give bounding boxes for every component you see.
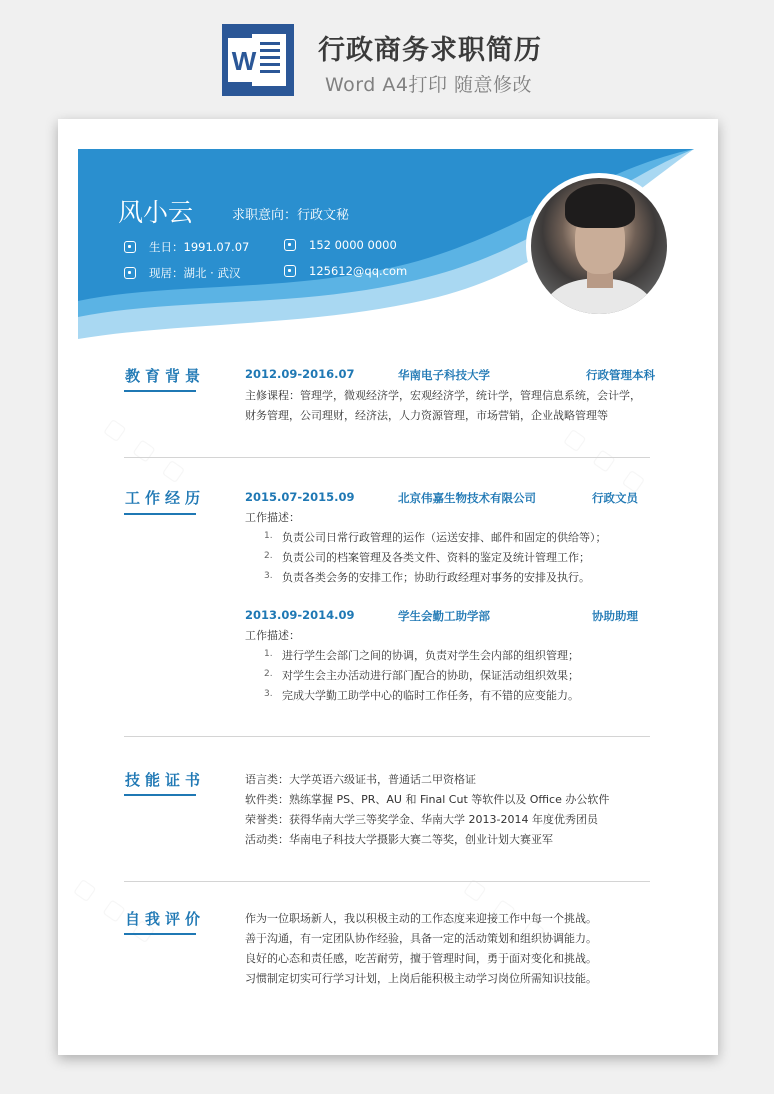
job-role: 协助助理 xyxy=(592,609,638,623)
self-eval-line: 习惯制定切实可行学习计划，上岗后能积极主动学习岗位所需知识技能。 xyxy=(245,972,597,985)
divider xyxy=(124,736,650,737)
section-title-skills: 技能证书 xyxy=(125,771,206,789)
location-info xyxy=(124,265,240,281)
list-number: 2. xyxy=(264,551,273,561)
phone-info xyxy=(284,238,397,252)
list-number: 2. xyxy=(264,669,273,679)
divider xyxy=(124,881,650,882)
self-eval-line: 良好的心态和责任感，吃苦耐劳，擅于管理时间，勇于面对变化和挑战。 xyxy=(245,952,597,965)
location-pin-icon xyxy=(124,267,136,279)
job-role: 行政文员 xyxy=(592,491,638,505)
skill-line: 荣誉类：获得华南大学三等奖学金、华南大学 2013-2014 年度优秀团员 xyxy=(245,813,598,826)
section-underline xyxy=(124,513,196,515)
self-eval-line: 作为一位职场新人，我以积极主动的工作态度来迎接工作中每一个挑战。 xyxy=(245,912,597,925)
list-item: 负责公司日常行政管理的运作（运送安排、邮件和固定的供给等）； xyxy=(282,531,607,544)
birthday-info xyxy=(124,239,249,255)
word-icon xyxy=(222,24,294,96)
section-underline xyxy=(124,794,196,796)
skill-line: 活动类：华南电子科技大学摄影大赛二等奖，创业计划大赛亚军 xyxy=(245,833,553,846)
document-subtitle: Word A4打印 随意修改 xyxy=(325,74,533,96)
job-company: 北京伟嘉生物技术有限公司 xyxy=(398,491,536,505)
phone-icon xyxy=(284,239,296,251)
job-intent: 求职意向：行政文秘 xyxy=(232,208,350,223)
job-period: 2015.07-2015.09 xyxy=(245,490,355,504)
candidate-name: 风小云 xyxy=(118,198,194,227)
education-courses-line: 主修课程：管理学，微观经济学，宏观经济学，统计学，管理信息系统，会计学， xyxy=(245,389,641,402)
calendar-icon xyxy=(124,241,136,253)
education-period: 2012.09-2016.07 xyxy=(245,367,355,381)
birthday-text: 生日：1991.07.07 xyxy=(149,240,250,254)
section-underline xyxy=(124,390,196,392)
list-number: 1. xyxy=(264,531,273,541)
job-period: 2013.09-2014.09 xyxy=(245,608,355,622)
list-number: 3. xyxy=(264,571,273,581)
resume-page xyxy=(58,119,718,1055)
list-number: 3. xyxy=(264,689,273,699)
education-courses-line: 财务管理，公司理财，经济法，人力资源管理，市场营销，企业战略管理等 xyxy=(245,409,608,422)
section-title-self-eval: 自我评价 xyxy=(125,910,206,928)
section-title-education: 教育背景 xyxy=(125,367,206,385)
list-item: 负责公司的档案管理及各类文件、资料的鉴定及统计管理工作； xyxy=(282,551,590,564)
section-title-work: 工作经历 xyxy=(125,489,206,507)
email-info xyxy=(284,264,407,278)
watermark xyxy=(560,424,653,500)
email-text: 125612@qq.com xyxy=(309,264,408,278)
word-icon-letter: W xyxy=(231,46,257,76)
job-desc-label: 工作描述： xyxy=(245,511,300,524)
document-title: 行政商务求职简历 xyxy=(318,35,542,66)
list-item: 负责各类会务的安排工作；协助行政经理对事务的安排及执行。 xyxy=(282,571,590,584)
list-item: 进行学生会部门之间的协调，负责对学生会内部的组织管理； xyxy=(282,649,579,662)
list-item: 对学生会主办活动进行部门配合的协助，保证活动组织效果； xyxy=(282,669,579,682)
job-company: 学生会勤工助学部 xyxy=(398,609,490,623)
profile-photo xyxy=(531,178,667,314)
mail-icon xyxy=(284,265,296,277)
list-item: 完成大学勤工助学中心的临时工作任务，有不错的应变能力。 xyxy=(282,689,579,702)
location-text: 现居：湖北 · 武汉 xyxy=(149,266,241,280)
section-underline xyxy=(124,933,196,935)
avatar xyxy=(526,173,672,319)
skill-line: 语言类：大学英语六级证书，普通话二甲资格证 xyxy=(245,773,476,786)
top-banner xyxy=(0,0,774,110)
watermark xyxy=(100,414,193,490)
education-school: 华南电子科技大学 xyxy=(398,368,490,382)
education-degree: 行政管理本科 xyxy=(586,368,655,382)
job-desc-label: 工作描述： xyxy=(245,629,300,642)
list-number: 1. xyxy=(264,649,273,659)
self-eval-line: 善于沟通，有一定团队协作经验，具备一定的活动策划和组织协调能力。 xyxy=(245,932,597,945)
phone-text: 152 0000 0000 xyxy=(309,238,397,252)
skill-line: 软件类：熟练掌握 PS、PR、AU 和 Final Cut 等软件以及 Office 办公软件 xyxy=(245,793,610,806)
divider xyxy=(124,457,650,458)
